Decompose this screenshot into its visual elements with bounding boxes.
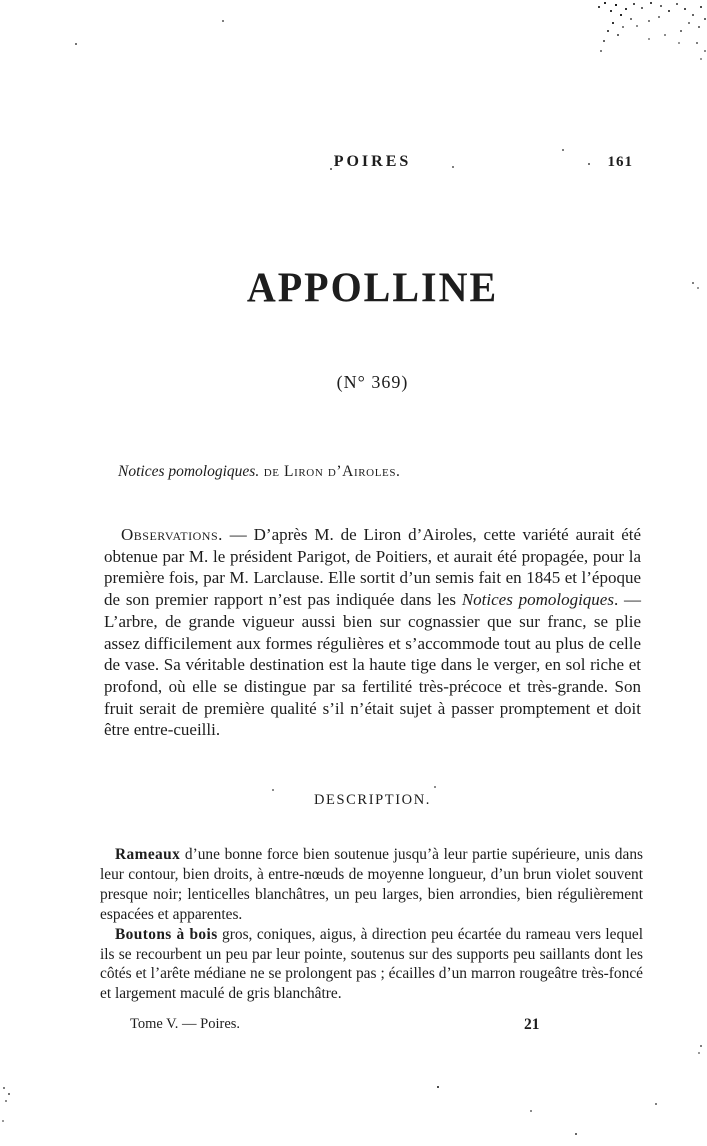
description-body bbox=[100, 845, 643, 1004]
source-work-title: Notices pomologiques. bbox=[118, 463, 260, 480]
boutons-text: gros, coniques, aigus, à direction peu écartée du rameau vers lequel ils se recourbent un peu par leur pointe, soutenus sur des supports peu saillants dont les côtés et l’arête médiane ne se prolongent pas ; écailles d’un marron rougeâtre très-foncé et largement maculé de gris blanchâtre. bbox=[100, 925, 643, 1003]
footer-volume-label: Tome V. — Poires. bbox=[130, 1016, 241, 1032]
description-heading: DESCRIPTION. bbox=[313, 792, 432, 808]
observations-italic-title: Notices pomologiques bbox=[461, 590, 614, 610]
page-footer bbox=[104, 1016, 641, 1038]
scan-noise bbox=[0, 0, 2, 2]
running-title: POIRES bbox=[333, 153, 412, 170]
boutons-paragraph bbox=[100, 925, 643, 1005]
variety-title: APPOLLINE bbox=[246, 263, 499, 312]
boutons-lead: Boutons à bois bbox=[115, 925, 218, 943]
observations-paragraph bbox=[104, 524, 641, 741]
rameaux-paragraph bbox=[100, 845, 643, 925]
observations-text-2: . — L’arbre, de grande vigueur aussi bien sur cognassier que sur franc, se plie assez difficilement aux formes régulières et s’accommode tout au plus de celle de vase. Sa véritable destination est la haute tige dans le verger, en sol riche et profond, où elle se distingue par sa fertilité très-précoce et très-grande. Son fruit serait de première qualité s’il n’était sujet à passer promptement et doit être entre-cueilli. bbox=[104, 590, 642, 740]
observations-label: Observations. bbox=[121, 525, 223, 544]
footer-signature-number: 21 bbox=[524, 1016, 540, 1033]
observations-dash: — bbox=[222, 525, 254, 544]
observations-text-1: D’après M. de Liron d’Airoles, cette variété aurait été obtenue par M. le président Parigot, de Poitiers, et aurait été propagée, pour la première fois, par M. Larclause. Elle sortit d’un semis fait en 1845 et l’époque de son premier rapport n’est pas indiquée dans les bbox=[104, 525, 642, 610]
variety-number: (N° 369) bbox=[336, 372, 409, 392]
page-header bbox=[104, 153, 641, 177]
rameaux-lead: Rameaux bbox=[115, 846, 181, 863]
rameaux-text: d’une bonne force bien soutenue jusqu’à leur partie supérieure, unis dans leur contour, bien droits, à entre-nœuds de moyenne longueur, d’un brun violet souvent presque noir; lenticelles blanchâtres, un peu larges, bien arrondies, bien régulièrement espacées et apparentes. bbox=[100, 846, 643, 923]
source-author: de Liron d’Airoles. bbox=[259, 463, 401, 480]
source-citation bbox=[118, 463, 401, 481]
page-number: 161 bbox=[607, 154, 633, 170]
